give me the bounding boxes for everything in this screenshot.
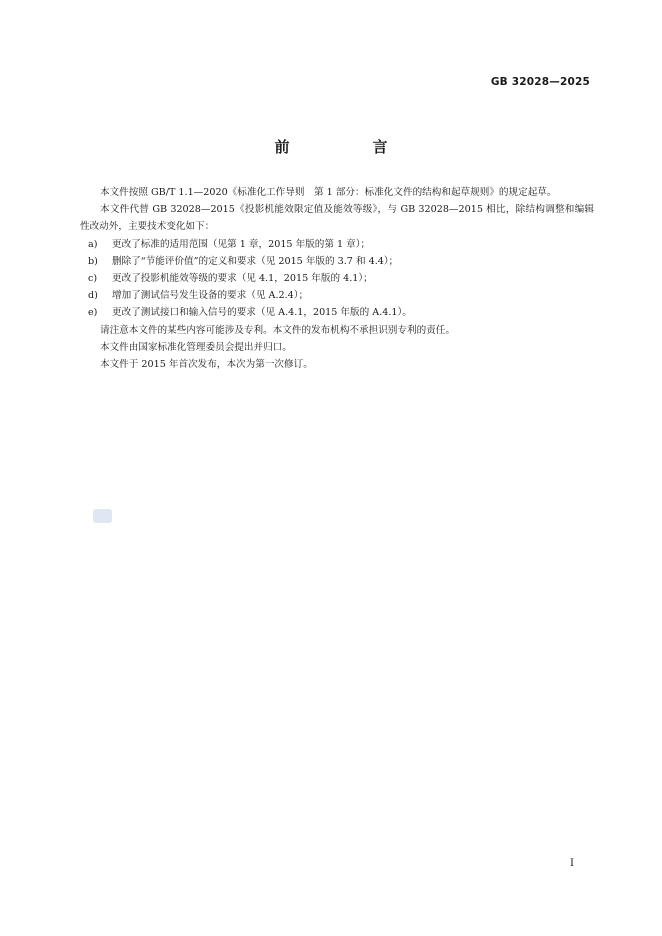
list-text: 更改了投影机能效等级的要求（见 4.1，2015 年版的 4.1）；	[112, 273, 373, 285]
list-item	[80, 253, 594, 270]
watermark-logo	[93, 509, 112, 523]
foreword-body	[80, 184, 594, 373]
paragraph-patent-notice: 请注意本文件的某些内容可能涉及专利。本文件的发布机构不承担识别专利的责任。	[100, 324, 455, 336]
list-item	[80, 304, 594, 321]
page-title: 前 言	[274, 138, 422, 156]
list-item	[80, 287, 594, 304]
list-text: 增加了测试信号发生设备的要求（见 A.2.4）；	[112, 290, 309, 302]
list-marker: d)	[88, 290, 98, 302]
list-item	[80, 236, 594, 253]
paragraph-replacement: 本文件代替 GB 32028—2015《投影机能效限定值及能效等级》，与 GB 32028—2015 相比，除结构调整和编辑性改动外，主要技术变化如下：	[80, 204, 594, 233]
list-marker: c)	[88, 273, 98, 285]
page-number: I	[570, 858, 574, 869]
list-text: 更改了标准的适用范围（见第 1 章，2015 年版的第 1 章）；	[112, 238, 371, 250]
list-text: 删除了“节能评价值”的定义和要求（见 2015 年版的 3.7 和 4.4）；	[112, 255, 399, 267]
list-marker: b)	[88, 255, 98, 267]
standard-code: GB 32028—2025	[490, 76, 590, 88]
list-marker: e)	[88, 307, 98, 319]
paragraph-proposer: 本文件由国家标准化管理委员会提出并归口。	[100, 341, 292, 353]
paragraph-history: 本文件于 2015 年首次发布，本次为第一次修订。	[100, 359, 313, 371]
list-marker: a)	[88, 238, 98, 250]
paragraph-drafting-rules: 本文件按照 GB/T 1.1—2020《标准化工作导则 第 1 部分：标准化文件的结构和起草规则》的规定起草。	[100, 187, 557, 198]
list-item	[80, 270, 594, 287]
list-text: 更改了测试接口和输入信号的要求（见 A.4.1，2015 年版的 A.4.1）。	[112, 307, 412, 319]
